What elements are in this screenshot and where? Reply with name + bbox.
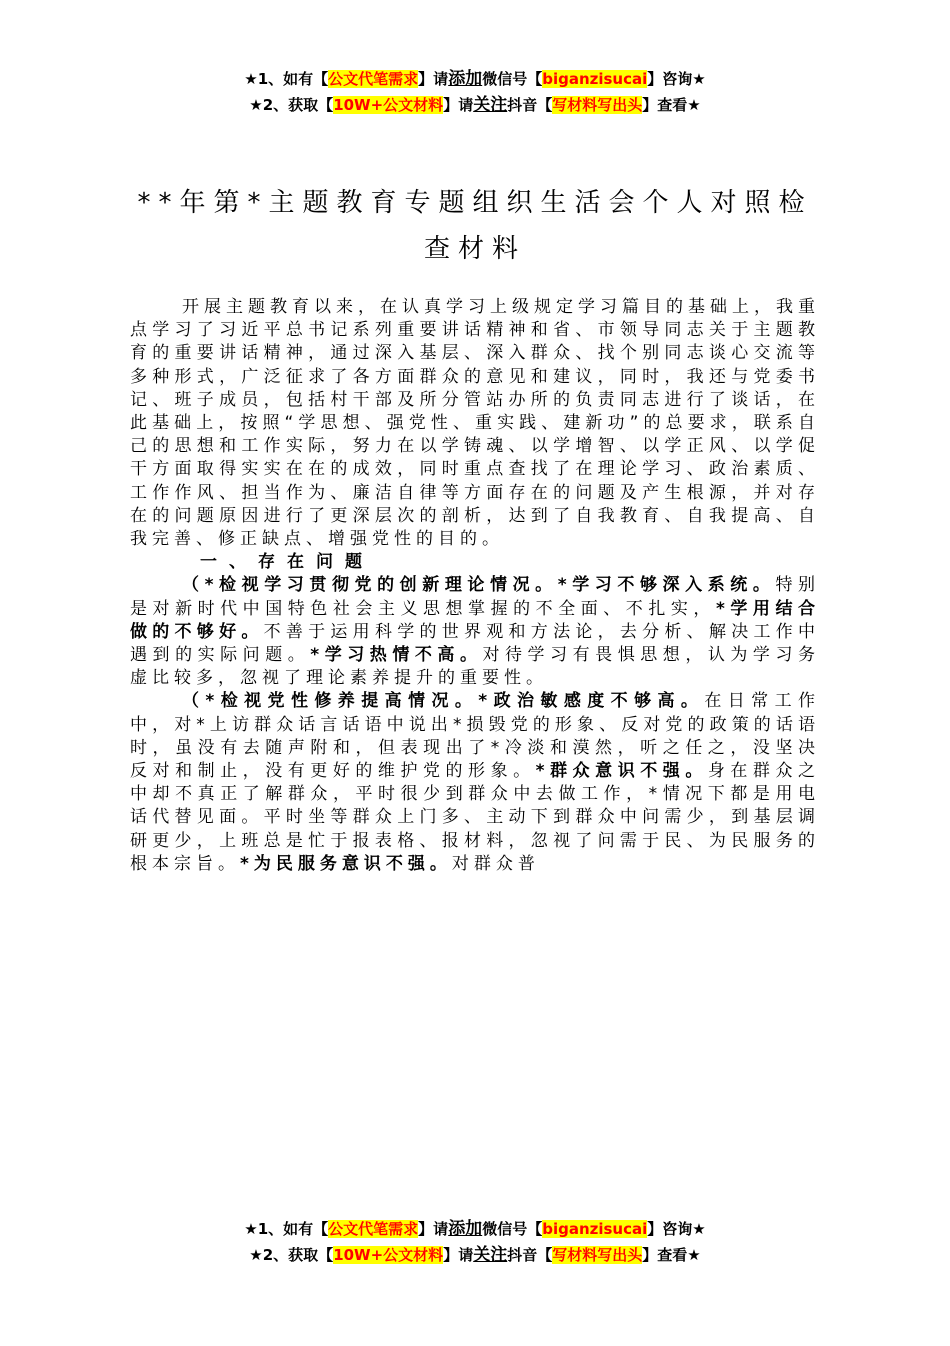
banner-text: 】请 xyxy=(443,96,474,114)
subsection-title: （*检视学习贯彻党的创新理论情况。 xyxy=(182,575,558,596)
banner-highlight: 写材料写出头 xyxy=(552,96,643,114)
banner-highlight: 10W+公文材料 xyxy=(333,96,444,114)
banner-text: 】请 xyxy=(443,1246,474,1264)
banner-highlight: 写材料写出头 xyxy=(552,1246,643,1264)
point-text: 特别是对新时代中国特色社会主义思想掌握的不全面、不扎实， xyxy=(130,575,821,619)
subsection-1 xyxy=(130,574,820,690)
banner-underline: 添加 xyxy=(448,69,483,89)
title-line-1: **年第*主题教育专题组织生活会个人对照检 xyxy=(137,188,813,218)
banner-text: ★1、如有【 xyxy=(244,1220,329,1238)
banner-text: 】咨询★ xyxy=(647,1220,706,1238)
point-text: 对群众普 xyxy=(451,853,540,874)
banner-line-2 xyxy=(0,1242,950,1268)
banner-highlight: biganzisucai xyxy=(542,70,648,88)
point-text: 在日常工作中，对*上访群众话言话语中说出*损毁党的形象、反对党的政策的话语时，虽没有去随声附和，但表现出了*冷淡和漠然，听之任之，没坚决反对和制止，没有更好的维护党的形象。 xyxy=(130,691,821,782)
subsection-title: （*检视党性修养提高情况。 xyxy=(182,691,479,712)
banner-text: 】查看★ xyxy=(642,96,701,114)
banner-line-1 xyxy=(0,66,950,92)
point-title: *政治敏感度不够高。 xyxy=(478,691,705,712)
banner-underline: 关注 xyxy=(473,95,508,115)
banner-highlight: biganzisucai xyxy=(542,1220,648,1238)
banner-text: 抖音【 xyxy=(507,1246,553,1264)
banner-text: 微信号【 xyxy=(482,70,543,88)
point-text: 不善于运用科学的世界观和方法论，去分析、解决工作中遇到的实际问题。 xyxy=(130,621,821,666)
point-text: 对待学习有畏惧思想，认为学习务虚比较多，忽视了理论素养提升的重要性。 xyxy=(130,645,821,689)
banner-highlight: 10W+公文材料 xyxy=(333,1246,444,1264)
banner-highlight: 公文代笔需求 xyxy=(328,1220,419,1238)
banner-text: 】请 xyxy=(418,70,449,88)
banner-line-2 xyxy=(0,92,950,118)
banner-text: 抖音【 xyxy=(507,96,553,114)
title-line-2: 查材料 xyxy=(423,234,526,264)
banner-underline: 关注 xyxy=(473,1245,508,1265)
intro-paragraph: 开展主题教育以来，在认真学习上级规定学习篇目的基础上，我重点学习了习近平总书记系列重要讲话精神和省、市领导同志关于主题教育的重要讲话精神，通过深入基层、深入群众、找个别同志谈心交流等多种形式，广泛征求了各方面群众的意见和建议，同时，我还与党委书记、班子成员，包括村干部及所分管站办所的负责同志进行了谈话，在此基础上，按照“学思想、强党性、重实践、建新功”的总要求，联系自己的思想和工作实际，努力在以学铸魂、以学增智、以学正风、以学促干方面取得实实在在的成效，同时重点查找了在理论学习、政治素质、工作作风、担当作为、廉洁自律等方面存在的问题及产生根源，并对存在的问题原因进行了更深层次的剖析，达到了自我教育、自我提高、自我完善、修正缺点、增强党性的目的。 xyxy=(130,297,820,550)
banner-text: 】咨询★ xyxy=(647,70,706,88)
banner-text: 微信号【 xyxy=(482,1220,543,1238)
banner-text: 】查看★ xyxy=(642,1246,701,1264)
banner-text: ★1、如有【 xyxy=(244,70,329,88)
banner-highlight: 公文代笔需求 xyxy=(328,70,419,88)
point-title: *为民服务意识不强。 xyxy=(240,853,452,874)
subsection-2 xyxy=(130,690,820,876)
banner-text: ★2、获取【 xyxy=(249,96,334,114)
point-title: *学习不够深入系统。 xyxy=(557,575,776,596)
point-title: *学用结合做的不够好。 xyxy=(130,598,821,642)
banner-text: 】请 xyxy=(418,1220,449,1238)
document-title xyxy=(120,180,830,272)
banner-underline: 添加 xyxy=(448,1219,483,1239)
document-body xyxy=(130,296,820,876)
point-title: *群众意识不强。 xyxy=(535,761,708,782)
point-title: *学习热情不高。 xyxy=(310,645,483,666)
bottom-banner xyxy=(0,1216,950,1268)
point-text: 身在群众之中却不真正了解群众，平时很少到群众中去做工作，*情况下都是用电话代替见面。平时坐等群众上门多、主动下到群众中问需少，到基层调研更少，上班总是忙于报表格、报材料，忽视了问需于民、为民服务的根本宗旨。 xyxy=(130,761,821,874)
banner-line-1 xyxy=(0,1216,950,1242)
banner-text: ★2、获取【 xyxy=(249,1246,334,1264)
top-banner xyxy=(0,66,950,118)
section-heading: 一、存在问题 xyxy=(200,552,374,573)
